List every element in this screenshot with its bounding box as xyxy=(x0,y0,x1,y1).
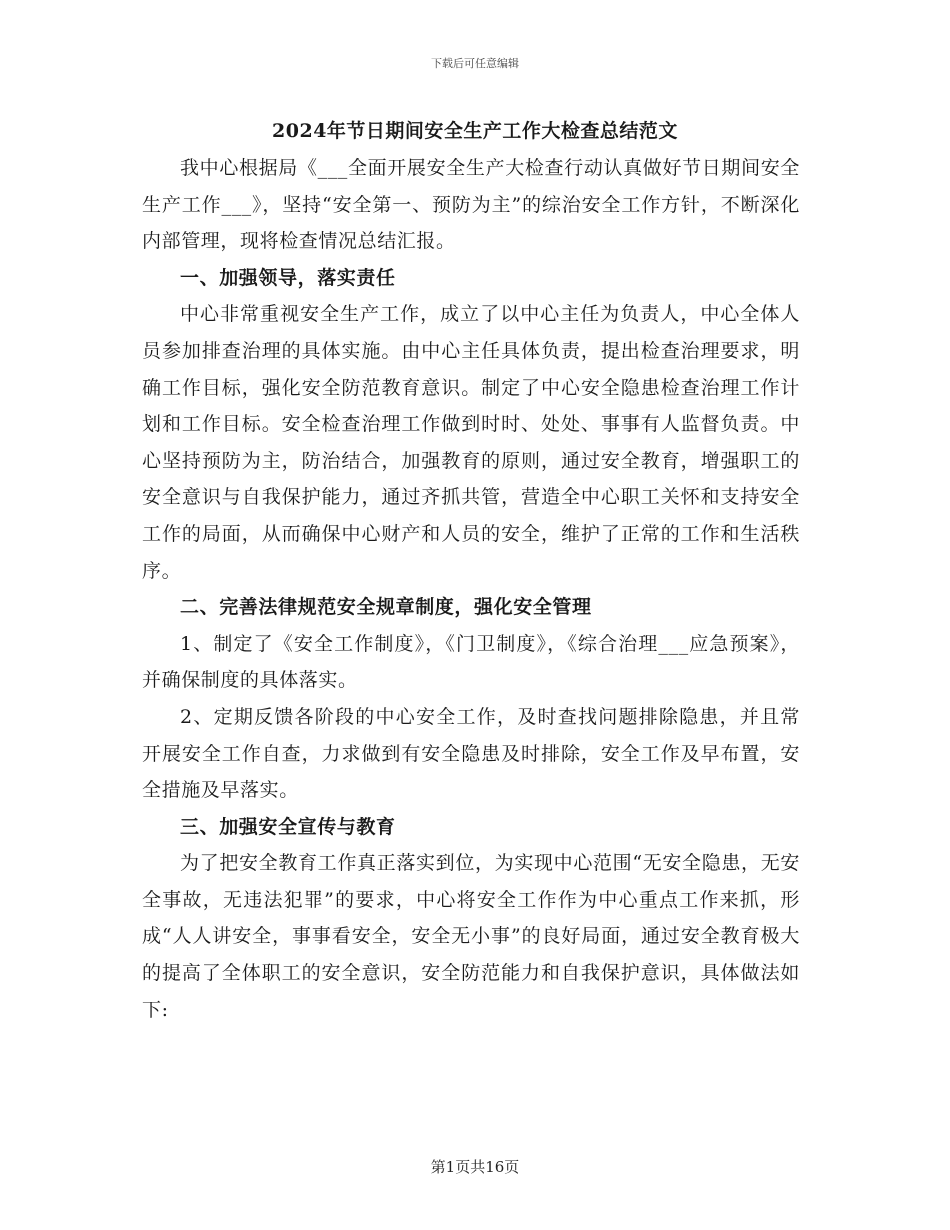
page-footer: 第1页共16页 xyxy=(430,1158,520,1176)
section-2-item-1: 1、制定了《安全工作制度》，《门卫制度》，《综合治理___应急预案》，并确保制度的具体落实。 xyxy=(142,632,800,692)
intro-paragraph: 我中心根据局《___全面开展安全生产大检查行动认真做好节日期间安全生产工作___》，坚持“安全第一、预防为主”的综治安全工作方针，不断深化内部管理，现将检查情况总结汇报。 xyxy=(142,157,800,253)
section-3-paragraph: 为了把安全教育工作真正落实到位，为实现中心范围“无安全隐患，无安全事故，无违法犯罪”的要求，中心将安全工作作为中心重点工作来抓，形成“人人讲安全，事事看安全，安全无小事”的良好局面，通过安全教育极大的提高了全体职工的安全意识，安全防范能力和自我保护意识，具体做法如下: xyxy=(142,852,800,1021)
header-note: 下载后可任意编辑 xyxy=(431,57,519,70)
section-3-heading: 三、加强安全宣传与教育 xyxy=(180,815,396,838)
section-2-item-2: 2、定期反馈各阶段的中心安全工作，及时查找问题排除隐患，并且常开展安全工作自查，力求做到有安全隐患及时排除，安全工作及早布置，安全措施及早落实。 xyxy=(142,705,800,802)
section-1-paragraph: 中心非常重视安全生产工作，成立了以中心主任为负责人，中心全体人员参加排查治理的具体实施。由中心主任具体负责，提出检查治理要求，明确工作目标，强化安全防范教育意识。制定了中心安全隐患检查治理工作计划和工作目标。安全检查治理工作做到时时、处处、事事有人监督负责。中心坚持预防为主，防治结合，加强教育的原则，通过安全教育，增强职工的安全意识与自我保护能力，通过齐抓共管，营造全中心职工关怀和支持安全工作的局面，从而确保中心财产和人员的安全，维护了正常的工作和生活秩序。 xyxy=(142,303,800,582)
section-1-heading: 一、加强领导，落实责任 xyxy=(180,266,396,289)
document-title: 2024年节日期间安全生产工作大检查总结范文 xyxy=(272,120,678,142)
document-body xyxy=(142,150,800,1028)
section-2-heading: 二、完善法律规范安全规章制度，强化安全管理 xyxy=(180,596,592,619)
